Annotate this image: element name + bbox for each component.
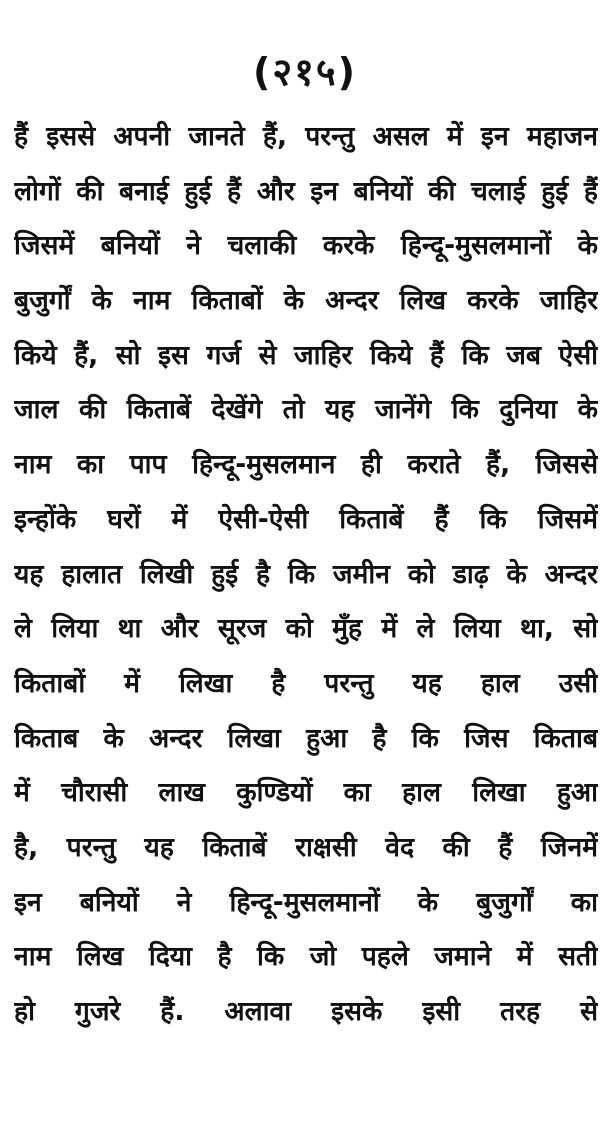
- text-line: नाम लिख दिया है कि जो पहले जमाने में सती: [14, 941, 598, 973]
- text-line: किताब के अन्दर लिखा हुआ है कि जिस किताब: [14, 722, 598, 754]
- text-line: है, परन्तु यह किताबें राक्षसी वेद की हैं जिनमें: [14, 831, 598, 863]
- text-line: किये हैं, सो इस गर्ज से जाहिर किये हैं कि जब ऐसी: [14, 339, 598, 371]
- text-line: इन्होंके घरों में ऐसी-ऐसी किताबें हैं कि जिसमें: [14, 503, 598, 535]
- page-number: (२१५): [252, 50, 357, 94]
- body-text: [14, 110, 598, 1040]
- text-line: किताबों में लिखा है परन्तु यह हाल उसी: [14, 667, 598, 699]
- text-line: इन बनियों ने हिन्दू-मुसलमानों के बुजुर्गों का: [14, 886, 598, 918]
- text-line: में चौरासी लाख कुण्डियों का हाल लिखा हुआ: [14, 777, 598, 809]
- text-line: जाल की किताबें देखेंगे तो यह जानेंगे कि दुनिया के: [14, 394, 598, 426]
- text-line: जिसमें बनियों ने चलाकी करके हिन्दू-मुसलमानों के: [14, 230, 598, 262]
- text-line: यह हालात लिखी हुई है कि जमीन को डाढ़ के अन्दर: [14, 558, 598, 590]
- text-line: हो गुजरे हैं. अलावा इसके इसी तरह से: [14, 996, 598, 1027]
- text-line: ले लिया था और सूरज को मुँह में ले लिया था, सो: [14, 613, 598, 645]
- text-line: लोगों की बनाई हुई हैं और इन बनियों की चलाई हुई हैं: [14, 175, 598, 207]
- text-line: हैं इससे अपनी जानते हैं, परन्तु असल में इन महाजन: [14, 121, 598, 152]
- text-line: बुजुर्गों के नाम किताबों के अन्दर लिख करके जाहिर: [14, 285, 598, 317]
- text-line: नाम का पाप हिन्दू-मुसलमान ही कराते हैं, जिससे: [14, 449, 598, 481]
